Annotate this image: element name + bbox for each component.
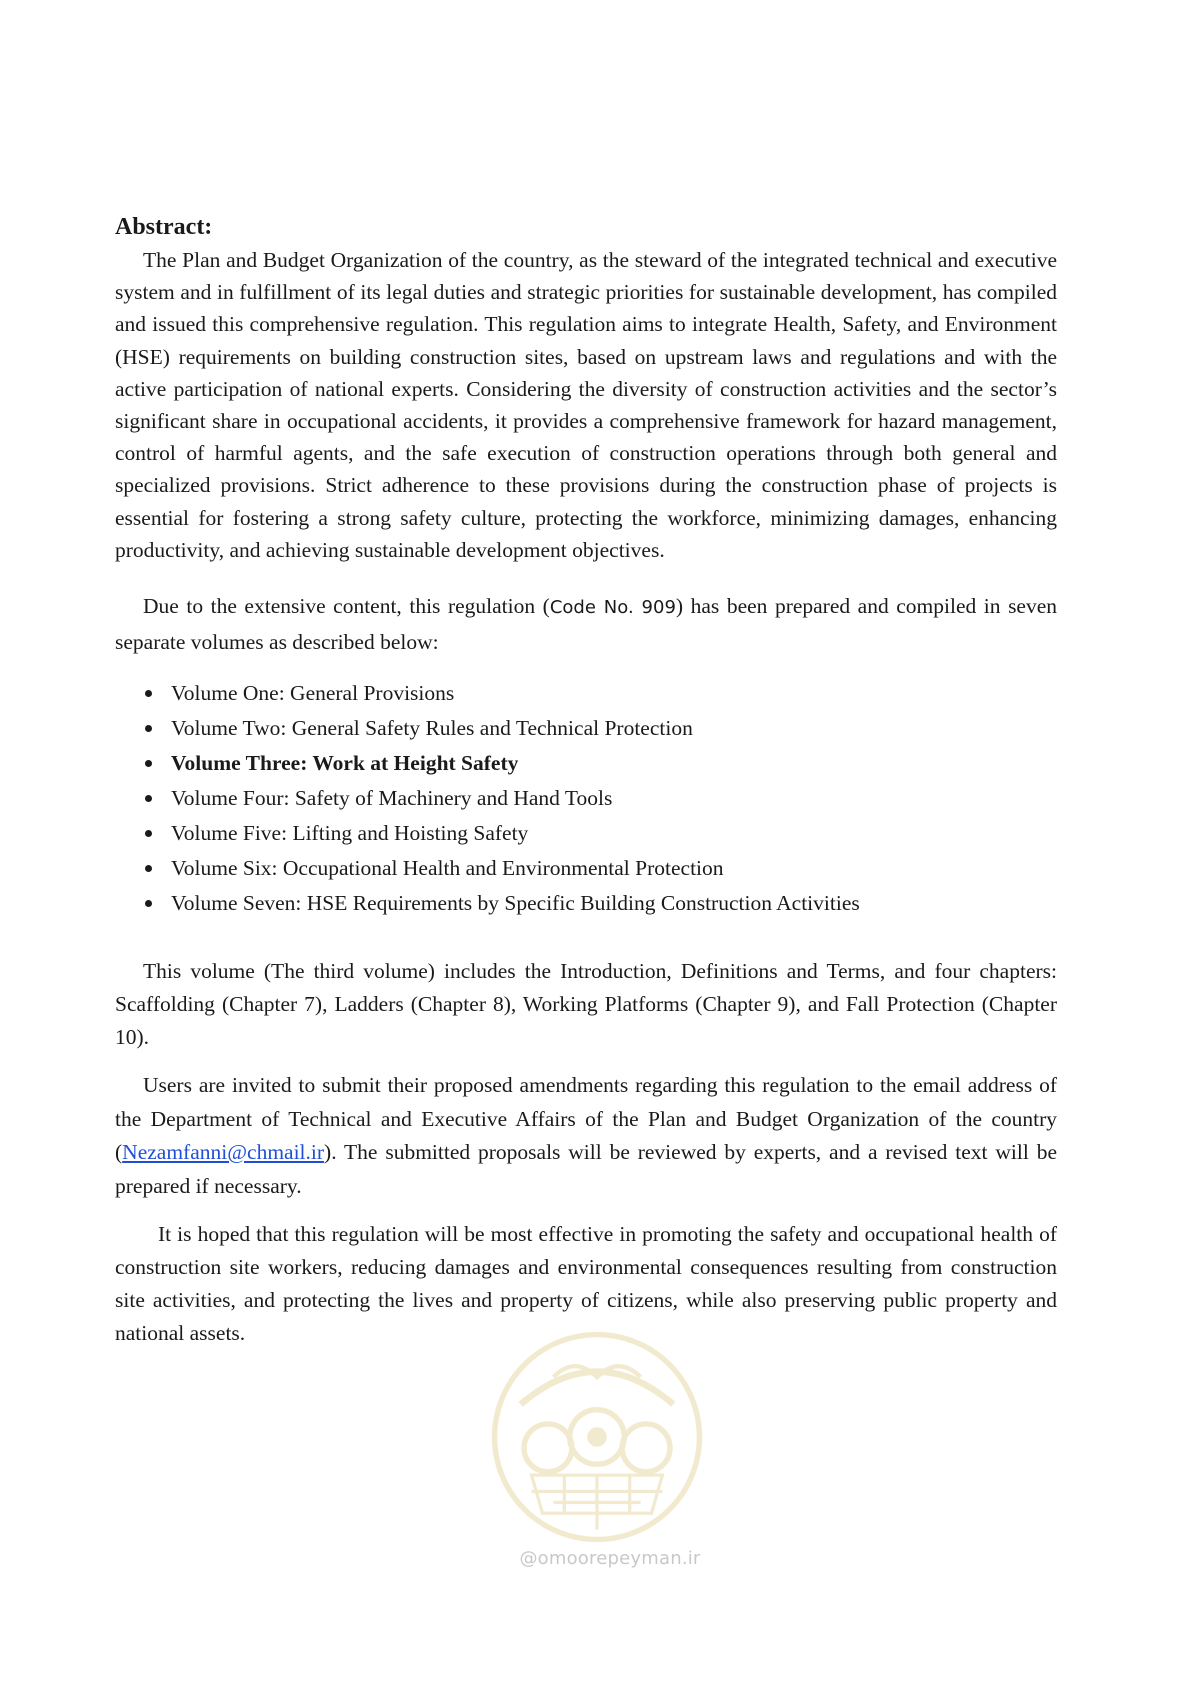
p2-text-after: ) has been prepared and compiled in seven separate volumes as described below: — [115, 594, 1058, 655]
volume-label: Volume Five: Lifting and Hoisting Safety — [171, 821, 529, 846]
bullet-icon — [145, 795, 152, 802]
abstract-paragraph-3: This volume (The third volume) includes the Introduction, Definitions and Terms, and four chapters: Scaffolding (Chapter 7), Ladders (Chapter 8), Working Platforms (Chapter 9), and Fall Protection (Chapter 10). — [115, 959, 1057, 1050]
abstract-paragraph-4 — [115, 1069, 1057, 1203]
bullet-icon — [145, 830, 152, 837]
email-link[interactable]: Nezamfanni@chmail.ir — [122, 1140, 325, 1165]
abstract-paragraph-1: The Plan and Budget Organization of the country, as the steward of the integrated technical and executive system and in fulfillment of its legal duties and strategic priorities for sustainable development, has compiled and issued this comprehensive regulation. This regulation aims to integrate Health, Safety, and Environment (HSE) requirements on building construction sites, based on upstream laws and regulations and with the active participation of national experts. Considering the diversity of construction activities and the sector’s significant share in occupational accidents, it provides a comprehensive framework for hazard management, control of harmful agents, and the safe execution of construction operations through both general and specialized provisions. Strict adherence to these provisions during the construction phase of projects is essential for fostering a strong safety culture, protecting the workforce, minimizing damages, enhancing productivity, and achieving sustainable development objectives. — [115, 248, 1057, 562]
abstract-paragraph-5: It is hoped that this regulation will be most effective in promoting the safety and occupational health of construction site workers, reducing damages and environmental consequences resulting from construction site activities, and protecting the lives and property of citizens, while also preserving public property and national assets. — [115, 1222, 1057, 1346]
abstract-paragraph-2 — [115, 589, 1057, 659]
p4-text-after: ). The submitted proposals will be reviewed by experts, and a revised text will be prepared if necessary. — [115, 1140, 1057, 1198]
bullet-icon — [145, 725, 152, 732]
document-page — [115, 212, 1057, 1350]
volume-label: Volume Seven: HSE Requirements by Specific Building Construction Activities — [171, 891, 860, 916]
list-item — [115, 851, 1057, 886]
p2-text-before: Due to the extensive content, this regulation ( — [143, 594, 550, 619]
volume-list — [115, 676, 1057, 921]
volume-label: Volume Six: Occupational Health and Environmental Protection — [171, 856, 724, 881]
list-item — [115, 816, 1057, 851]
volume-label: Volume One: General Provisions — [171, 681, 455, 706]
p4-text-before: Users are invited to submit their proposed amendments regarding this regulation to the email address of the Department of Technical and Executive Affairs of the Plan and Budget Organization of the country ( — [115, 1073, 1057, 1165]
bullet-icon — [145, 865, 152, 872]
list-item-current-volume — [115, 746, 1057, 781]
list-item — [115, 886, 1057, 921]
watermark-text: @omoorepeyman.ir — [519, 1548, 701, 1569]
bullet-icon — [145, 900, 152, 907]
list-item — [115, 781, 1057, 816]
volume-label: Volume Two: General Safety Rules and Technical Protection — [171, 716, 693, 741]
list-item — [115, 711, 1057, 746]
bullet-icon — [145, 760, 152, 767]
watermark-logo-icon — [488, 1328, 706, 1546]
code-number: Code No. 909 — [549, 597, 676, 619]
volume-label: Volume Three: Work at Height Safety — [171, 751, 519, 776]
abstract-heading: Abstract: — [115, 214, 213, 240]
list-item — [115, 676, 1057, 711]
bullet-icon — [145, 690, 152, 697]
volume-label: Volume Four: Safety of Machinery and Hand Tools — [171, 786, 613, 811]
